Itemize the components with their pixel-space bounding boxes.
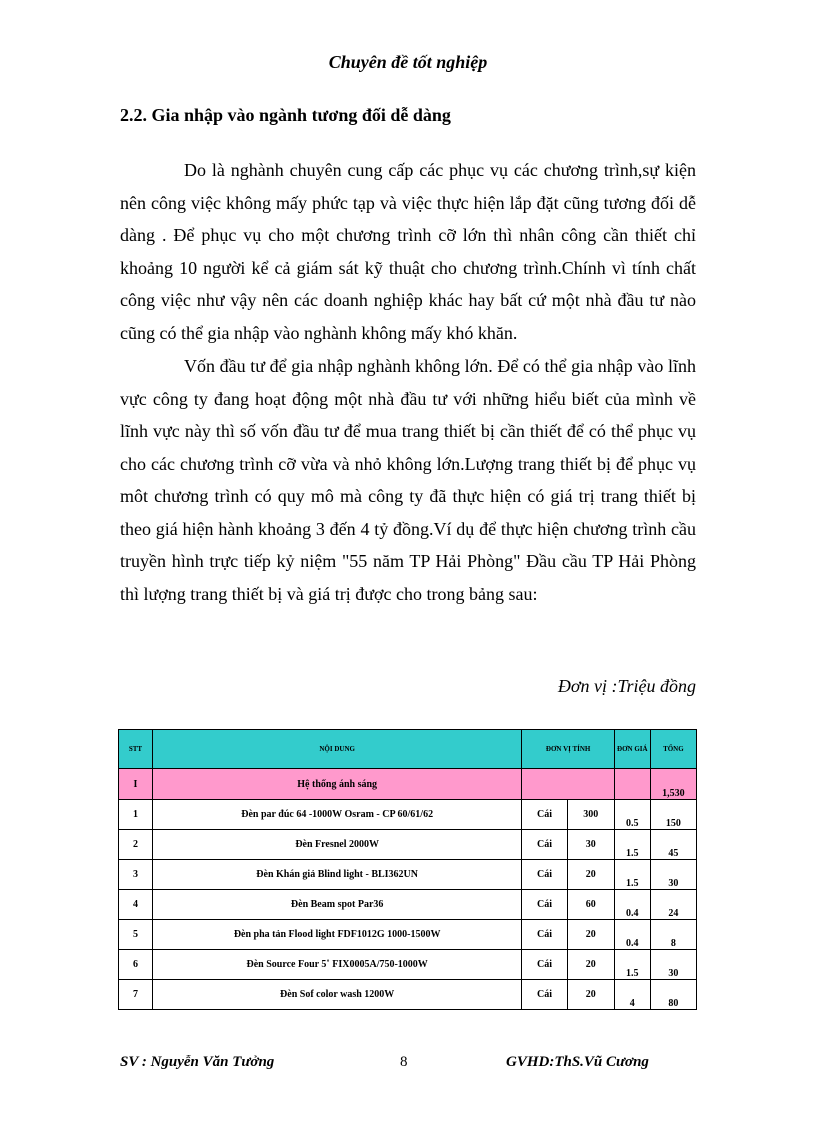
row-stt: 1 [119,800,153,830]
group-name: Hệ thống ánh sáng [152,769,522,800]
page-header-title: Chuyên đề tốt nghiệp [328,52,488,72]
group-stt: I [119,769,153,800]
table-header-row [119,730,697,769]
row-name: Đèn Sof color wash 1200W [152,980,522,1010]
row-qty: 20 [567,950,614,980]
row-qty: 20 [567,980,614,1010]
row-price: 1.5 [614,830,650,860]
header-content: NỘI DUNG [152,730,522,769]
row-total: 30 [650,860,696,890]
header-price: ĐƠN GIÁ [614,730,650,769]
row-name: Đèn par đúc 64 -1000W Osram - CP 60/61/62 [152,800,522,830]
row-total: 30 [650,950,696,980]
row-total: 8 [650,920,696,950]
row-qty: 300 [567,800,614,830]
group-total: 1,530 [650,769,696,800]
row-price: 0.4 [614,920,650,950]
footer-student: SV : Nguyễn Văn Tưởng [120,1054,275,1070]
header-total: TỔNG [650,730,696,769]
row-name: Đèn pha tản Flood light FDF1012G 1000-1500W [152,920,522,950]
row-unit: Cái [522,950,567,980]
row-qty: 20 [567,920,614,950]
row-total: 24 [650,890,696,920]
row-unit: Cái [522,800,567,830]
row-stt: 3 [119,860,153,890]
section-title: 2.2. Gia nhập vào ngành tương đối dễ dàng [120,105,451,125]
row-unit: Cái [522,920,567,950]
row-total: 80 [650,980,696,1010]
table-row [119,980,697,1010]
row-name: Đèn Fresnel 2000W [152,830,522,860]
row-stt: 2 [119,830,153,860]
row-price: 0.5 [614,800,650,830]
table-row [119,920,697,950]
header-stt: STT [119,730,153,769]
paragraph-1: Do là nghành chuyên cung cấp các phục vụ các chương trình,sự kiện nên công việc không mấy phức tạp và việc thực hiện lắp đặt cũng tương đối dễ dàng . Để phục vụ cho một chương trình cỡ lớn thì nhân công cần thiết chỉ khoảng 10 người kể cả giám sát kỹ thuật cho chương trình.Chính vì tính chất công việc như vậy nên các doanh nghiệp khác hay bất cứ một nhà đầu tư nào cũng có thể gia nhập vào nghành không mấy khó khăn. [120,160,696,343]
row-stt: 5 [119,920,153,950]
table-row [119,800,697,830]
header-unit: ĐƠN VỊ TÍNH [522,730,614,769]
footer-advisor: GVHD:ThS.Vũ Cương [506,1054,649,1070]
row-name: Đèn Beam spot Par36 [152,890,522,920]
row-total: 150 [650,800,696,830]
footer-page-number: 8 [400,1054,408,1070]
row-price: 1.5 [614,950,650,980]
row-stt: 7 [119,980,153,1010]
table-row [119,890,697,920]
group-unit-empty [522,769,614,800]
row-unit: Cái [522,980,567,1010]
row-unit: Cái [522,860,567,890]
row-total: 45 [650,830,696,860]
row-price: 1.5 [614,860,650,890]
unit-note: Đơn vị :Triệu đồng [557,676,696,696]
row-qty: 20 [567,860,614,890]
table-group-row [119,769,697,800]
row-price: 0.4 [614,890,650,920]
table-row [119,830,697,860]
equipment-table [118,729,697,1010]
paragraph-2: Vốn đầu tư để gia nhập nghành không lớn. Để có thể gia nhập vào lĩnh vực công ty đang hoạt động một nhà đầu tư với những hiểu biết của mình về lĩnh vực này thì số vốn đầu tư để mua trang thiết bị cần thiết để có thể phục vụ cho các chương trình cỡ vừa và nhỏ không lớn.Lượng trang thiết bị để phục vụ môt chương trình có quy mô mà công ty đã thực hiện có giá trị trang thiết bị theo giá hiện hành khoảng 3 đến 4 tỷ đồng.Ví dụ để thực hiện chương trình cầu truyền hình trực tiếp kỷ niệm "55 năm TP Hải Phòng" Đầu cầu TP Hải Phòng thì lượng trang thiết bị và giá trị được cho trong bảng sau: [120,356,696,604]
row-name: Đèn Source Four 5˚ FIX0005A/750-1000W [152,950,522,980]
row-qty: 30 [567,830,614,860]
row-stt: 6 [119,950,153,980]
row-unit: Cái [522,890,567,920]
group-price-empty [614,769,650,800]
row-qty: 60 [567,890,614,920]
row-name: Đèn Khán giả Blind light - BLI362UN [152,860,522,890]
table-row [119,860,697,890]
row-stt: 4 [119,890,153,920]
row-price: 4 [614,980,650,1010]
row-unit: Cái [522,830,567,860]
table-row [119,950,697,980]
